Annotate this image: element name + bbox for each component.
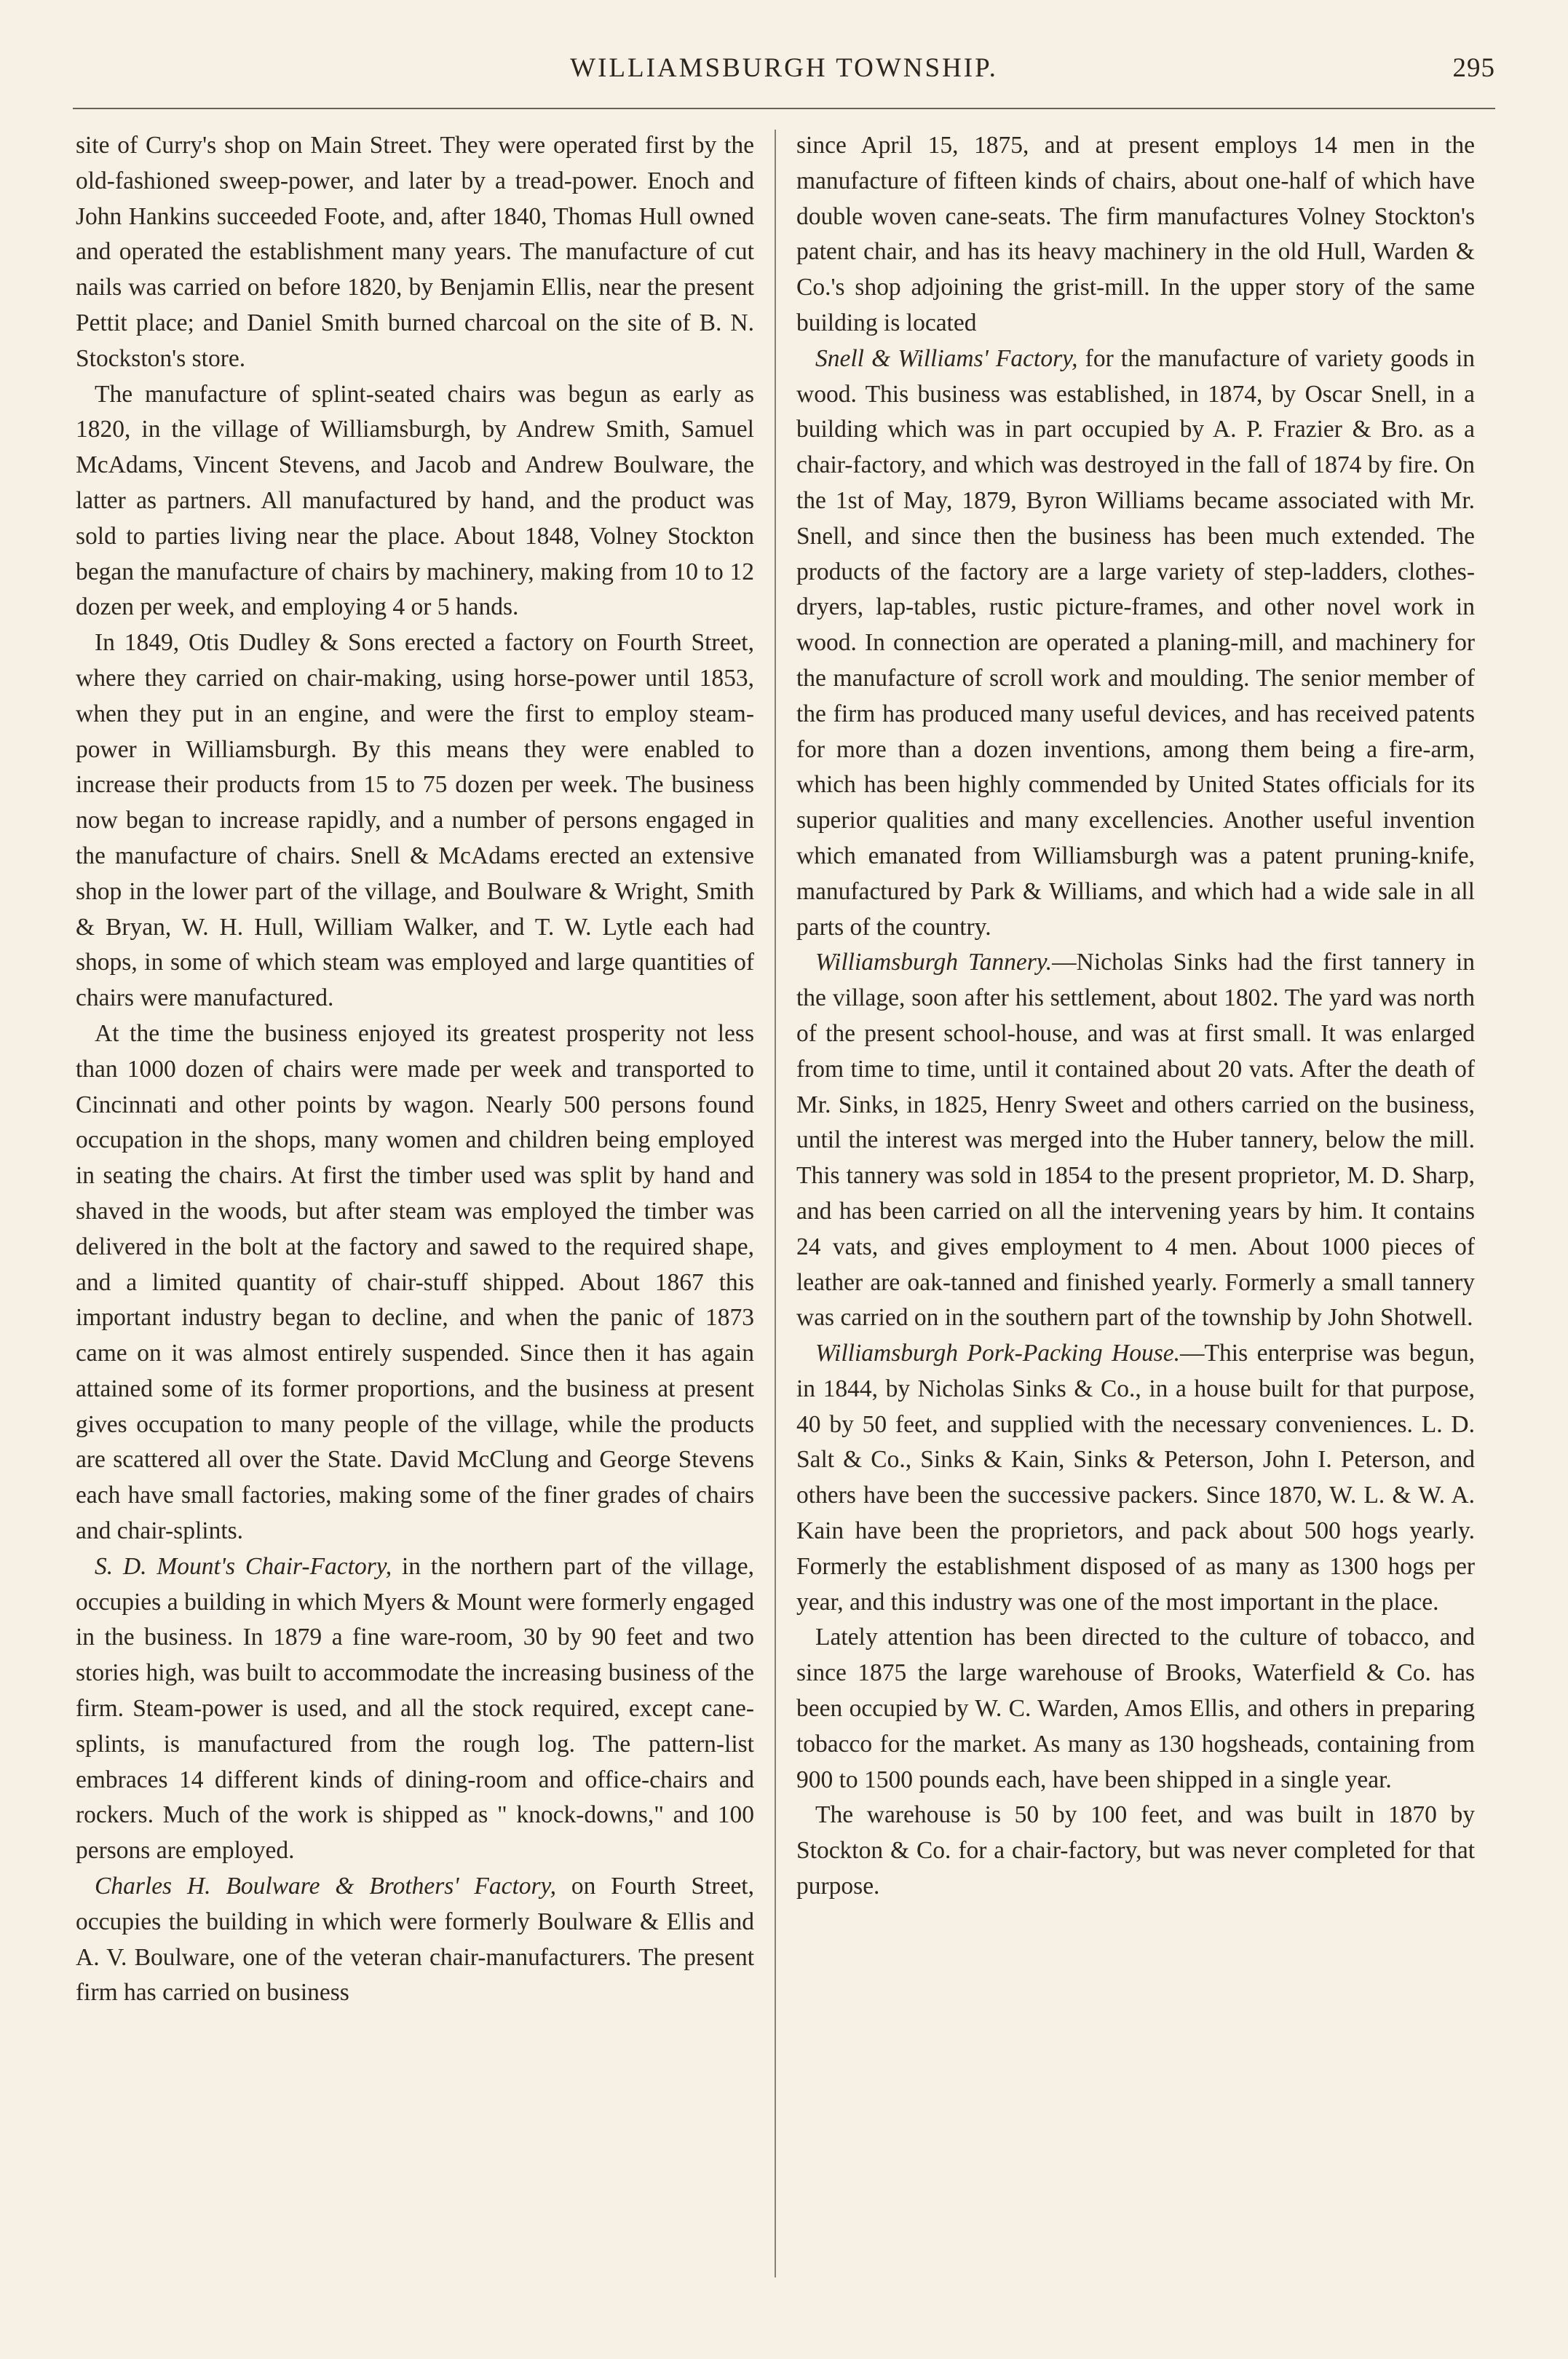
paragraph-text: —This enterprise was begun, in 1844, by Nicholas Sinks & Co., in a house built for that purpose, 40 by 50 feet, and supplied with the necessary conveniences. L. D. Salt & Co., Sinks & Kain, Sinks & Peterson, John I. Peterson, and others have been the successive packers. Since 1870, W. L. & W. A. Kain have been the proprietors, and pack about 500 hogs yearly. Formerly the establishment disposed of as many as 1300 hogs per year, and this industry was one of the most important in the place. bbox=[796, 1340, 1475, 1616]
header-rule bbox=[73, 108, 1495, 109]
paragraph-text: in the northern part of the village, occupies a building in which Myers & Mount were formerly engaged in the business. In 1879 a fine ware-room, 30 by 90 feet and two stories high, was built to accommodate the increasing business of the firm. Steam-power is used, and all the stock required, except cane-splints, is manufactured from the rough log. The pattern-list embraces 14 different kinds of dining-room and office-chairs and rockers. Much of the work is shipped as " knock-downs," and 100 persons are employed. bbox=[76, 1552, 754, 1865]
page-number: 295 bbox=[1452, 53, 1495, 83]
page-title: WILLIAMSBURGH TOWNSHIP. bbox=[570, 53, 998, 83]
right-column bbox=[796, 128, 1475, 2312]
paragraph bbox=[796, 945, 1475, 1336]
column-divider bbox=[775, 130, 776, 2277]
left-column bbox=[76, 128, 754, 2312]
paragraph: At the time the business enjoyed its greatest prosperity not less than 1000 dozen of chairs were made per week and transported to Cincinnati and other points by wagon. Nearly 500 persons found occupation in the shops, many women and children being employed in seating the chairs. At first the timber used was split by hand and shaved in the woods, but after steam was employed the timber was delivered in the bolt at the factory and sawed to the required shape, and a limited quantity of chair-stuff shipped. About 1867 this important industry began to decline, and when the panic of 1873 came on it was almost entirely suspended. Since then it has again attained some of its former proportions, and the business at present gives occupation to many people of the village, while the products are scattered all over the State. David McClung and George Stevens each have small factories, making some of the finer grades of chairs and chair-splints. bbox=[76, 1019, 754, 1545]
paragraph bbox=[796, 341, 1475, 946]
section-heading: Williamsburgh Pork-Packing House. bbox=[815, 1340, 1181, 1367]
paragraph: Lately attention has been directed to the culture of tobacco, and since 1875 the large warehouse of Brooks, Waterfield & Co. has been occupied by W. C. Warden, Amos Ellis, and others in preparing tobacco for the market. As many as 130 hogsheads, containing from 900 to 1500 pounds each, have been shipped in a single year. bbox=[796, 1624, 1475, 1793]
paragraph: In 1849, Otis Dudley & Sons erected a factory on Fourth Street, where they carried on chair-making, using horse-power until 1853, when they put in an engine, and were the first to employ steam-power in Williamsburgh. By this means they were enabled to increase their products from 15 to 75 dozen per week. The business now began to increase rapidly, and a number of persons engaged in the manufacture of chairs. Snell & McAdams erected an extensive shop in the lower part of the village, and Boulware & Wright, Smith & Bryan, W. H. Hull, William Walker, and T. W. Lytle each had shops, in some of which steam was employed and large quantities of chairs were manufactured. bbox=[76, 629, 754, 1012]
paragraph-text: on Fourth Street, occupies the building in which were formerly Boulware & Ellis and A. V. Boulware, one of the veteran chair-manufacturers. The present firm has carried on business bbox=[76, 1873, 754, 2007]
paragraph bbox=[796, 1336, 1475, 1620]
section-heading: Williamsburgh Tannery. bbox=[815, 949, 1053, 976]
section-heading: Snell & Williams' Factory, bbox=[815, 344, 1078, 372]
paragraph: The warehouse is 50 by 100 feet, and was built in 1870 by Stockton & Co. for a chair-factory, but was never completed for that purpose. bbox=[796, 1801, 1475, 1900]
paragraph-text: —Nicholas Sinks had the first tannery in the village, soon after his settlement, about 1802. The yard was north of the present school-house, and was at first small. It was enlarged from time to time, until it contained about 20 vats. After the death of Mr. Sinks, in 1825, Henry Sweet and others carried on the business, until the interest was merged into the Huber tannery, below the mill. This tannery was sold in 1854 to the present proprietor, M. D. Sharp, and has been carried on all the intervening years by him. It contains 24 vats, and gives employment to 4 men. About 1000 pieces of leather are oak-tanned and finished yearly. Formerly a small tannery was carried on in the southern part of the township by John Shotwell. bbox=[796, 949, 1475, 1332]
paragraph bbox=[76, 1869, 754, 2011]
paragraph: The manufacture of splint-seated chairs was begun as early as 1820, in the village of Williamsburgh, by Andrew Smith, Samuel McAdams, Vincent Stevens, and Jacob and Andrew Boulware, the latter as partners. All manufactured by hand, and the product was sold to parties living near the place. About 1848, Volney Stockton began the manufacture of chairs by machinery, making from 10 to 12 dozen per week, and employing 4 or 5 hands. bbox=[76, 380, 754, 621]
paragraph bbox=[76, 1549, 754, 1869]
paragraph: since April 15, 1875, and at present employs 14 men in the manufacture of fifteen kinds of chairs, about one-half of which have double woven cane-seats. The firm manufactures Volney Stockton's patent chair, and has its heavy machinery in the old Hull, Warden & Co.'s shop adjoining the grist-mill. In the upper story of the same building is located bbox=[796, 132, 1475, 336]
paragraph: site of Curry's shop on Main Street. They were operated first by the old-fashioned sweep-power, and later by a tread-power. Enoch and John Hankins succeeded Foote, and, after 1840, Thomas Hull owned and operated the establishment many years. The manufacture of cut nails was carried on before 1820, by Benjamin Ellis, near the present Pettit place; and Daniel Smith burned charcoal on the site of B. N. Stockston's store. bbox=[76, 132, 754, 372]
section-heading: Charles H. Boulware & Brothers' Factory, bbox=[95, 1873, 556, 1900]
paragraph-text: for the manufacture of variety goods in wood. This business was established, in 1874, by Oscar Snell, in a building which was in part occupied by A. P. Frazier & Bro. as a chair-factory, and which was destroyed in the fall of 1874 by fire. On the 1st of May, 1879, Byron Williams became associated with Mr. Snell, and since then the business has been much extended. The products of the factory are a large variety of step-ladders, clothes-dryers, lap-tables, rustic picture-frames, and other novel work in wood. In connection are operated a planing-mill, and machinery for the manufacture of scroll work and moulding. The senior member of the firm has produced many useful devices, and has received patents for more than a dozen inventions, among them being a fire-arm, which has been highly commended by United States officials for its superior qualities and many excellencies. Another useful invention which emanated from Williamsburgh was a patent pruning-knife, manufactured by Park & Williams, and which had a wide sale in all parts of the country. bbox=[796, 344, 1475, 941]
section-heading: S. D. Mount's Chair-Factory, bbox=[95, 1552, 392, 1580]
running-header bbox=[73, 47, 1495, 99]
